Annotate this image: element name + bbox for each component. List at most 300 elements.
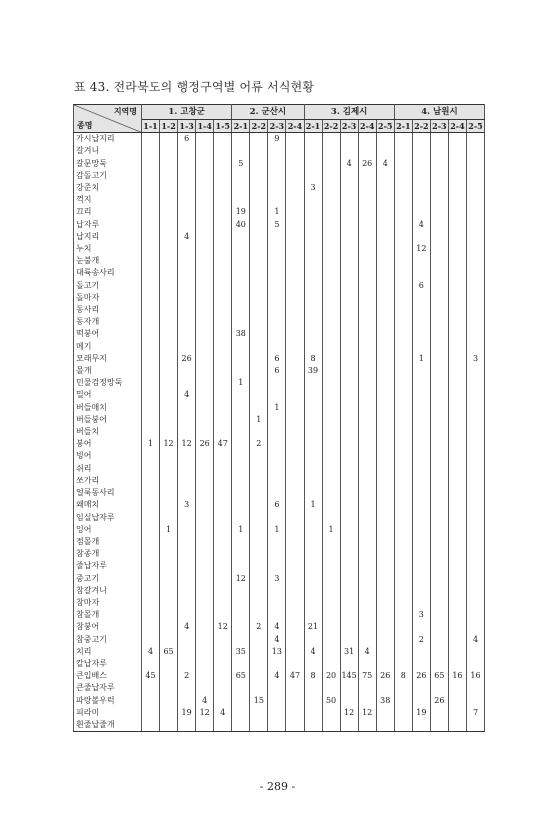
count-cell [160, 158, 178, 170]
count-cell [250, 402, 268, 414]
count-cell [178, 450, 196, 462]
count-cell [304, 597, 322, 609]
count-cell [142, 536, 160, 548]
count-cell [232, 475, 250, 487]
count-cell [358, 255, 376, 267]
count-cell: 12 [358, 707, 376, 719]
count-cell: 4 [142, 646, 160, 658]
count-cell [322, 560, 340, 572]
count-cell [340, 402, 358, 414]
count-cell [340, 512, 358, 524]
count-cell [394, 316, 412, 328]
count-cell [178, 512, 196, 524]
column-header: 1-2 [161, 121, 176, 131]
count-cell [304, 206, 322, 218]
count-cell [196, 536, 214, 548]
count-cell [358, 365, 376, 377]
count-cell [286, 707, 304, 719]
count-cell: 1 [412, 353, 430, 365]
count-cell: 4 [466, 634, 484, 646]
count-cell [340, 353, 358, 365]
count-cell [322, 158, 340, 170]
count-cell [412, 536, 430, 548]
count-cell: 4 [412, 219, 430, 231]
count-cell [178, 585, 196, 597]
count-cell [232, 316, 250, 328]
count-cell [322, 402, 340, 414]
count-cell [358, 573, 376, 585]
species-name: 칼납자루 [74, 658, 142, 670]
count-cell [412, 585, 430, 597]
count-cell [268, 707, 286, 719]
count-cell [466, 682, 484, 694]
count-cell [250, 536, 268, 548]
count-cell [340, 536, 358, 548]
count-cell [358, 243, 376, 255]
count-cell [196, 255, 214, 267]
count-cell [250, 573, 268, 585]
count-cell [232, 585, 250, 597]
count-cell [340, 450, 358, 462]
count-cell: 3 [304, 182, 322, 194]
count-cell [178, 267, 196, 279]
count-cell [268, 328, 286, 340]
count-cell: 3 [412, 609, 430, 621]
count-cell [394, 267, 412, 279]
count-cell [322, 707, 340, 719]
species-name: 동사리 [74, 304, 142, 316]
count-cell [304, 414, 322, 426]
count-cell [340, 487, 358, 499]
count-cell [394, 597, 412, 609]
table-row [74, 573, 485, 585]
count-cell [160, 426, 178, 438]
count-cell [340, 621, 358, 633]
count-cell [304, 573, 322, 585]
count-cell [196, 194, 214, 206]
count-cell [304, 487, 322, 499]
column-header: 2-5 [468, 121, 483, 131]
count-cell [214, 634, 232, 646]
count-cell [304, 475, 322, 487]
count-cell [394, 585, 412, 597]
count-cell [304, 219, 322, 231]
count-cell [430, 377, 448, 389]
count-cell [412, 646, 430, 658]
fish-habitat-table [73, 104, 485, 732]
count-cell [250, 499, 268, 511]
count-cell [322, 353, 340, 365]
count-cell [214, 414, 232, 426]
species-name: 버들치 [74, 426, 142, 438]
count-cell [322, 243, 340, 255]
count-cell: 6 [178, 133, 196, 146]
count-cell [322, 475, 340, 487]
species-name: 떡붕어 [74, 328, 142, 340]
count-cell [178, 634, 196, 646]
count-cell [286, 389, 304, 401]
count-cell [232, 707, 250, 719]
count-cell [178, 548, 196, 560]
count-cell [178, 695, 196, 707]
count-cell [178, 536, 196, 548]
count-cell [214, 353, 232, 365]
count-cell [430, 426, 448, 438]
count-cell [412, 463, 430, 475]
count-cell [430, 621, 448, 633]
count-cell: 26 [196, 438, 214, 450]
count-cell [268, 414, 286, 426]
count-cell [394, 353, 412, 365]
count-cell [394, 243, 412, 255]
count-cell [142, 707, 160, 719]
count-cell [286, 609, 304, 621]
count-cell [286, 182, 304, 194]
count-cell [160, 328, 178, 340]
count-cell [142, 182, 160, 194]
count-cell [196, 450, 214, 462]
count-cell [448, 145, 466, 157]
count-cell [376, 353, 394, 365]
count-cell: 3 [268, 573, 286, 585]
count-cell [196, 133, 214, 146]
count-cell [430, 438, 448, 450]
column-header: 2-2 [251, 121, 267, 131]
table-row [74, 292, 485, 304]
count-cell [286, 267, 304, 279]
count-cell [376, 280, 394, 292]
count-cell [448, 682, 466, 694]
count-cell [358, 414, 376, 426]
count-cell [196, 231, 214, 243]
count-cell [286, 512, 304, 524]
count-cell [160, 450, 178, 462]
count-cell [430, 243, 448, 255]
count-cell [430, 548, 448, 560]
count-cell [358, 219, 376, 231]
count-cell [196, 609, 214, 621]
count-cell [142, 512, 160, 524]
count-cell [286, 438, 304, 450]
count-cell [268, 389, 286, 401]
species-name: 가시납지리 [74, 133, 142, 146]
count-cell [466, 377, 484, 389]
count-cell [214, 487, 232, 499]
count-cell [376, 682, 394, 694]
count-cell [412, 341, 430, 353]
table-row [74, 609, 485, 621]
count-cell [412, 267, 430, 279]
count-cell [430, 402, 448, 414]
count-cell: 35 [232, 646, 250, 658]
count-cell [160, 402, 178, 414]
count-cell [232, 292, 250, 304]
count-cell [376, 328, 394, 340]
count-cell [340, 292, 358, 304]
count-cell [340, 182, 358, 194]
count-cell [286, 634, 304, 646]
count-cell [340, 573, 358, 585]
count-cell [430, 414, 448, 426]
count-cell [232, 560, 250, 572]
count-cell [358, 316, 376, 328]
count-cell [214, 524, 232, 536]
count-cell [304, 133, 322, 146]
count-cell [196, 389, 214, 401]
count-cell: 47 [286, 670, 304, 682]
count-cell [196, 560, 214, 572]
count-cell: 8 [304, 353, 322, 365]
table-row [74, 133, 485, 146]
count-cell [196, 267, 214, 279]
count-cell: 26 [430, 695, 448, 707]
count-cell [250, 304, 268, 316]
count-cell [322, 646, 340, 658]
count-cell [160, 634, 178, 646]
count-cell [142, 548, 160, 560]
count-cell [178, 719, 196, 732]
count-cell [178, 414, 196, 426]
count-cell [196, 402, 214, 414]
count-cell: 4 [268, 670, 286, 682]
count-cell [448, 267, 466, 279]
count-cell [232, 621, 250, 633]
species-name: 쉬리 [74, 463, 142, 475]
count-cell [214, 548, 232, 560]
species-name: 큰입배스 [74, 670, 142, 682]
count-cell [466, 145, 484, 157]
count-cell [430, 646, 448, 658]
table-corner-header [74, 105, 142, 133]
column-header: 1-1 [143, 121, 158, 131]
count-cell [466, 292, 484, 304]
count-cell [322, 548, 340, 560]
count-cell [160, 267, 178, 279]
count-cell [358, 621, 376, 633]
count-cell [214, 231, 232, 243]
count-cell [178, 573, 196, 585]
count-cell [322, 231, 340, 243]
count-cell [286, 316, 304, 328]
count-cell [250, 475, 268, 487]
count-cell [196, 499, 214, 511]
count-cell [214, 365, 232, 377]
count-cell: 5 [232, 158, 250, 170]
count-cell [160, 133, 178, 146]
count-cell [430, 597, 448, 609]
count-cell [376, 548, 394, 560]
page-number: - 289 - [259, 780, 296, 793]
count-cell [322, 597, 340, 609]
count-cell [196, 280, 214, 292]
count-cell [160, 377, 178, 389]
count-cell [178, 597, 196, 609]
count-cell [214, 560, 232, 572]
count-cell [466, 414, 484, 426]
count-cell [376, 646, 394, 658]
count-cell [250, 597, 268, 609]
count-cell: 19 [412, 707, 430, 719]
species-name: 줄납자루 [74, 560, 142, 572]
count-cell [340, 524, 358, 536]
species-name: 점몰개 [74, 536, 142, 548]
count-cell [214, 573, 232, 585]
count-cell [448, 365, 466, 377]
count-cell [466, 182, 484, 194]
table-row [74, 719, 485, 732]
count-cell: 4 [178, 231, 196, 243]
count-cell: 3 [178, 499, 196, 511]
table-row [74, 524, 485, 536]
species-name: 참붕어 [74, 621, 142, 633]
count-cell [322, 365, 340, 377]
count-cell: 1 [142, 438, 160, 450]
species-name: 갈문망둑 [74, 158, 142, 170]
species-name: 모래무지 [74, 353, 142, 365]
count-cell [430, 512, 448, 524]
count-cell [286, 231, 304, 243]
count-cell [340, 658, 358, 670]
table-row [74, 414, 485, 426]
count-cell [412, 560, 430, 572]
count-cell [376, 536, 394, 548]
count-cell [376, 341, 394, 353]
count-cell [232, 133, 250, 146]
count-cell [232, 389, 250, 401]
count-cell [196, 158, 214, 170]
count-cell [142, 573, 160, 585]
count-cell [448, 560, 466, 572]
count-cell [466, 512, 484, 524]
count-cell [358, 206, 376, 218]
count-cell [412, 170, 430, 182]
region-axis-label: 지역명 [113, 106, 137, 116]
count-cell [394, 182, 412, 194]
count-cell [376, 304, 394, 316]
count-cell [412, 206, 430, 218]
column-header: 2-5 [378, 121, 393, 131]
count-cell [232, 231, 250, 243]
count-cell [250, 670, 268, 682]
count-cell [358, 231, 376, 243]
species-name: 밀어 [74, 389, 142, 401]
count-cell: 6 [412, 280, 430, 292]
column-header: 1-5 [215, 121, 230, 131]
count-cell [466, 536, 484, 548]
count-cell [160, 719, 178, 732]
count-cell [466, 133, 484, 146]
count-cell [268, 658, 286, 670]
count-cell [322, 389, 340, 401]
count-cell [340, 145, 358, 157]
count-cell [196, 634, 214, 646]
count-cell [196, 365, 214, 377]
count-cell [340, 316, 358, 328]
count-cell: 4 [358, 646, 376, 658]
count-cell [178, 255, 196, 267]
count-cell [412, 597, 430, 609]
count-cell [142, 414, 160, 426]
count-cell [430, 219, 448, 231]
count-cell [394, 145, 412, 157]
count-cell [304, 634, 322, 646]
count-cell [304, 280, 322, 292]
table-row [74, 682, 485, 694]
count-cell [142, 328, 160, 340]
count-cell: 4 [178, 621, 196, 633]
count-cell [250, 658, 268, 670]
count-cell [286, 463, 304, 475]
count-cell [160, 353, 178, 365]
count-cell [268, 536, 286, 548]
count-cell [250, 646, 268, 658]
count-cell [178, 560, 196, 572]
count-cell [304, 548, 322, 560]
count-cell [268, 316, 286, 328]
count-cell [394, 280, 412, 292]
count-cell [394, 682, 412, 694]
count-cell [394, 438, 412, 450]
count-cell [358, 548, 376, 560]
count-cell [142, 560, 160, 572]
count-cell [196, 182, 214, 194]
table-row [74, 475, 485, 487]
count-cell [268, 377, 286, 389]
count-cell [232, 182, 250, 194]
count-cell [394, 450, 412, 462]
count-cell [232, 682, 250, 694]
count-cell [268, 512, 286, 524]
count-cell [232, 341, 250, 353]
count-cell [412, 512, 430, 524]
count-cell [214, 499, 232, 511]
count-cell [250, 219, 268, 231]
count-cell [466, 524, 484, 536]
count-cell [214, 402, 232, 414]
count-cell [250, 682, 268, 694]
species-name: 눈불개 [74, 255, 142, 267]
count-cell [196, 524, 214, 536]
count-cell [304, 560, 322, 572]
species-name: 버들붕어 [74, 414, 142, 426]
count-cell [358, 426, 376, 438]
count-cell [394, 560, 412, 572]
count-cell [466, 475, 484, 487]
count-cell [286, 414, 304, 426]
count-cell [286, 695, 304, 707]
species-name: 참갈겨니 [74, 585, 142, 597]
count-cell: 40 [232, 219, 250, 231]
species-name: 납자루 [74, 219, 142, 231]
column-header: 2-1 [396, 121, 411, 131]
count-cell [340, 231, 358, 243]
count-cell [142, 280, 160, 292]
count-cell: 4 [214, 707, 232, 719]
count-cell [286, 304, 304, 316]
count-cell [232, 597, 250, 609]
count-cell [340, 609, 358, 621]
count-cell [394, 512, 412, 524]
species-name: 흰줄납줄개 [74, 719, 142, 732]
count-cell [322, 658, 340, 670]
count-cell [178, 219, 196, 231]
count-cell [232, 402, 250, 414]
count-cell [358, 280, 376, 292]
count-cell [304, 316, 322, 328]
count-cell [196, 414, 214, 426]
count-cell [160, 145, 178, 157]
count-cell [214, 267, 232, 279]
